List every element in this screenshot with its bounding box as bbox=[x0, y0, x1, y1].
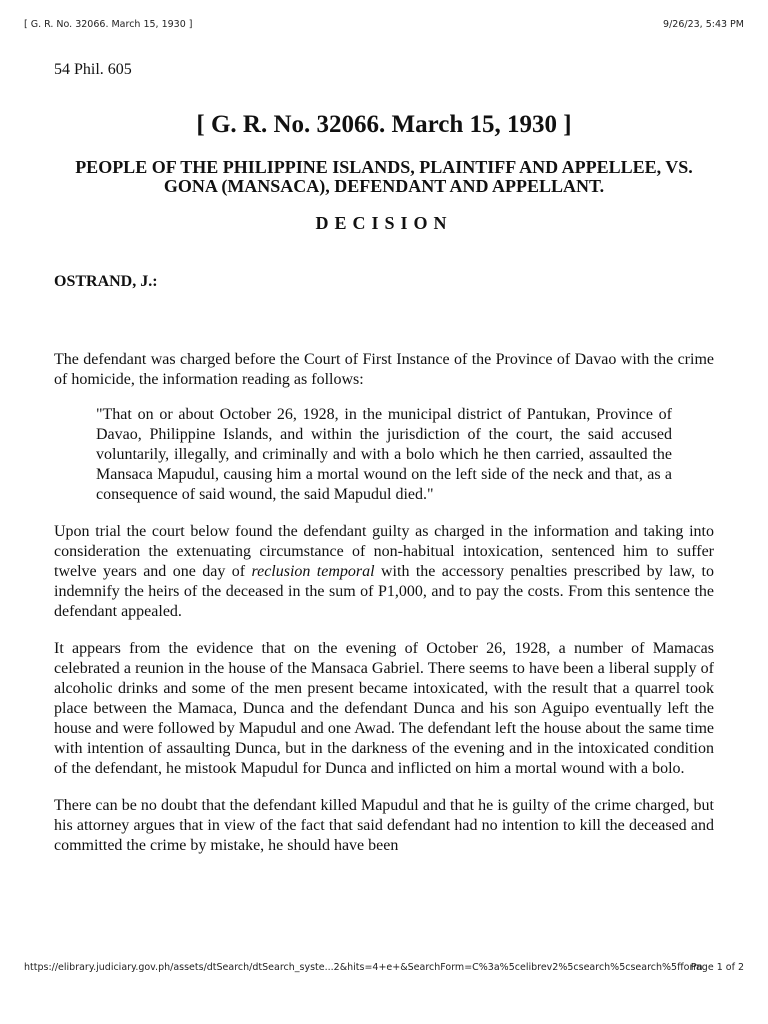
case-parties: PEOPLE OF THE PHILIPPINE ISLANDS, PLAINTIFF AND APPELLEE, VS. GONA (MANSACA), DEFENDANT AND APPELLANT. bbox=[75, 157, 693, 196]
italic-term: reclusion temporal bbox=[251, 563, 375, 580]
paragraph: It appears from the evidence that on the evening of October 26, 1928, a number of Mamacas celebrated a reunion in the house of the Mansaca Gabriel. There seems to have been a liberal supply of alcoholic drinks and some of the men present became intoxicated, with the result that a quarrel took place between the Mamaca, Dunca and the defendant Dunca and his son Aguipo eventually left the house and were followed by Mapudul and one Awad. The defendant left the house about the same time with intention of assaulting Dunca, but in the darkness of the evening and in the intoxicated condition of the defendant, he mistook Mapudul for Dunca and inflicted on him a mortal wound with a bolo. bbox=[54, 640, 714, 777]
paragraph-text: Upon trial the court below found the defendant guilty as charged in the information and taking into consideration the extenuating circumstance of non-habitual intoxication, sentenced him to suffer twelve years and one day of bbox=[54, 523, 714, 580]
print-header-timestamp: 9/26/23, 5:43 PM bbox=[663, 19, 744, 30]
page-number: Page 1 of 2 bbox=[690, 962, 744, 973]
paragraph: The defendant was charged before the Court of First Instance of the Province of Davao with the crime of homicide, the information reading as follows: bbox=[54, 351, 714, 388]
print-footer bbox=[0, 962, 768, 976]
case-number-heading: [ G. R. No. 32066. March 15, 1930 ] bbox=[196, 111, 572, 138]
decision-heading: DECISION bbox=[315, 213, 453, 233]
paragraph: There can be no doubt that the defendant killed Mapudul and that he is guilty of the crime charged, but his attorney argues that in view of the fact that said defendant had no intention to kill the deceased and committed the crime by mistake, he should have been bbox=[54, 797, 714, 854]
paragraph-text: with the accessory penalties prescribed by law, to indemnify the heirs of the deceased in the sum of P1,000, and to pay the costs. From this sentence the defendant appealed. bbox=[54, 563, 714, 620]
information-quote: "That on or about October 26, 1928, in the municipal district of Pantukan, Province of Davao, Philippine Islands, and within the jurisdiction of the court, the said accused voluntarily, illegally, and criminally and with a bolo which he then carried, assaulted the Mansaca Mapudul, causing him a mortal wound on the left side of the neck and that, as a consequence of said wound, the said Mapudul died." bbox=[96, 406, 672, 503]
source-url: https://elibrary.judiciary.gov.ph/assets/dtSearch/dtSearch_syste...2&hits=4+e+&SearchForm=C%3a%5celibrev2%5csearch%5csearch%5fform bbox=[24, 962, 703, 973]
print-header-title: [ G. R. No. 32066. March 15, 1930 ] bbox=[24, 19, 193, 30]
document-body bbox=[54, 60, 714, 856]
ponente: OSTRAND, J.: bbox=[54, 273, 158, 290]
citation: 54 Phil. 605 bbox=[54, 61, 132, 78]
print-header bbox=[0, 19, 768, 33]
paragraph bbox=[54, 522, 714, 622]
